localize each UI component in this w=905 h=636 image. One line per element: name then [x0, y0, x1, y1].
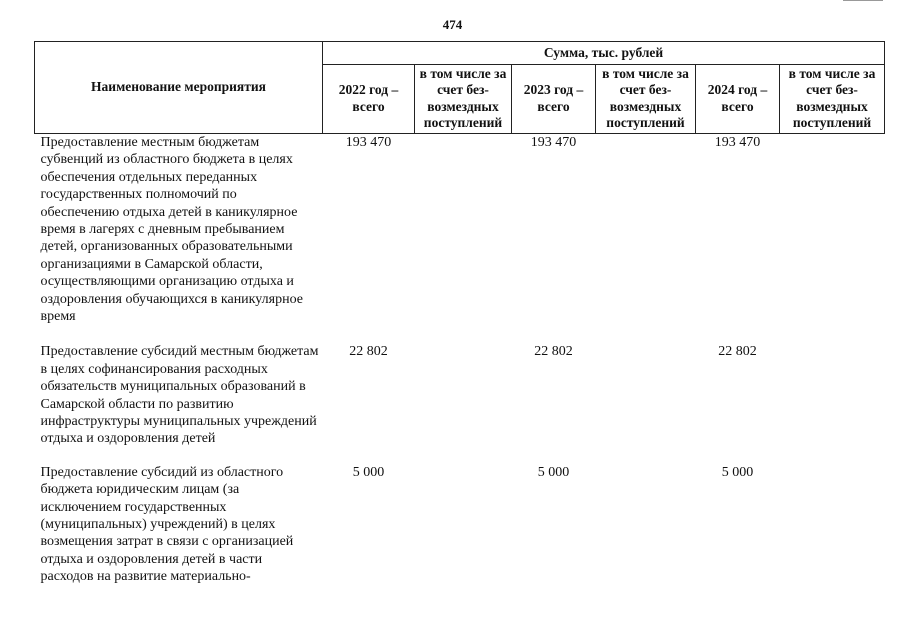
row-name: Предоставление местным бюджетам субвенций из областного бюджета в целях обеспечения отдельных переданных государственных полномочий по обеспечению отдыха детей в каникулярное время в лагерях с дневным пребыванием детей, организованных образовательными организациями в Самарской области, осуществляющими организацию отдыха и оздоровления обучающихся в каникулярное время	[40, 134, 303, 324]
scan-mark	[843, 0, 883, 3]
header-2024-grants: в том числе за счет без-возмездных поступлений	[780, 65, 885, 134]
value-2022-total: 5 000	[352, 464, 385, 480]
header-sum-group: Сумма, тыс. рублей	[323, 42, 885, 65]
header-2022-grants: в том числе за счет без-возмездных поступлений	[415, 65, 512, 134]
value-2024-grants	[780, 464, 885, 586]
value-2023-total: 5 000	[537, 464, 570, 480]
header-2023-total: 2023 год – всего	[512, 65, 596, 134]
header-2022-total: 2022 год – всего	[323, 65, 415, 134]
value-2023-grants	[596, 343, 696, 463]
table-row	[35, 133, 885, 343]
header-2024-total: 2024 год – всего	[696, 65, 780, 134]
value-2024-grants	[780, 133, 885, 343]
header-2023-grants: в том числе за счет без-возмездных поступлений	[596, 65, 696, 134]
value-2023-total: 22 802	[534, 344, 573, 360]
value-2022-total: 22 802	[349, 344, 388, 360]
table-row	[35, 464, 885, 586]
value-2024-total: 22 802	[718, 344, 757, 360]
value-2024-total: 193 470	[714, 134, 761, 150]
value-2024-grants	[780, 343, 885, 463]
value-2022-total: 193 470	[345, 134, 392, 150]
page-number: 474	[442, 17, 463, 32]
value-2022-grants	[415, 343, 512, 463]
value-2023-grants	[596, 133, 696, 343]
value-2024-total: 5 000	[721, 464, 754, 480]
value-2023-total: 193 470	[530, 134, 577, 150]
table-row	[35, 343, 885, 463]
value-2022-grants	[415, 133, 512, 343]
row-name: Предоставление субсидий из областного бюджета юридическим лицам (за исключением государственных (муниципальных) учреждений) в целях возмещения затрат в связи с организацией отдыха и оздоровления детей в части расходов на развитие материально-	[40, 464, 294, 585]
value-2023-grants	[596, 464, 696, 586]
budget-table	[34, 41, 885, 586]
header-name-column: Наименование мероприятия	[35, 42, 323, 134]
row-name: Предоставление субсидий местным бюджетам в целях софинансирования расходных обязательств муниципальных образований в Самарской области по развитию инфраструктуры муниципальных учреждений отдыха и оздоровления детей	[40, 344, 319, 447]
value-2022-grants	[415, 464, 512, 586]
